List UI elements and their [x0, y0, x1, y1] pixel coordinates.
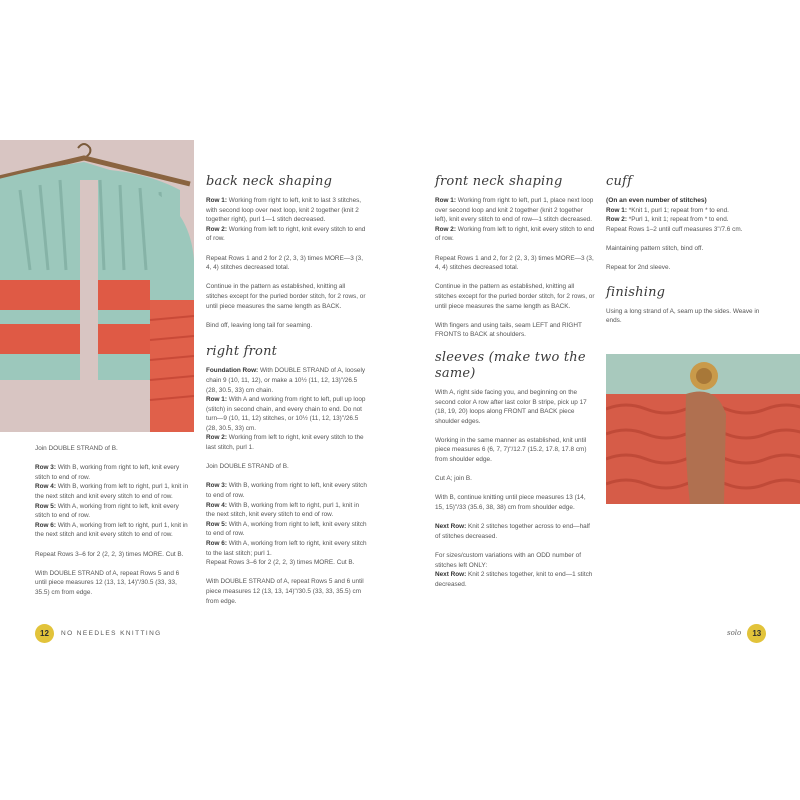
row-instruction: Row 6: With A, working from left to right, purl 1, knit in the next stitch and knit every stitch to end of row.	[35, 521, 188, 539]
rows-block	[435, 196, 595, 244]
rows-block	[206, 366, 368, 452]
row-instruction: Row 2: Working from left to right, knit every stitch to the last stitch, purl 1.	[206, 434, 364, 452]
page-number-badge: 12	[35, 624, 54, 643]
row-instruction: Row 3: With B, working from right to left, knit every stitch to end of row.	[35, 464, 180, 481]
row-instruction: Row 1: With A and working from right to left, pull up loop (stitch) in second chain, and every chain to end. Do not turn—9 (10, 11, 12) stitches, or 10½ (11, 12, 13)"/26.5 (28, 30.5, 33) cm.	[206, 396, 366, 432]
paragraph: Repeat Rows 1 and 2 for 2 (2, 3, 3) times MORE—3 (3, 4, 4) stitches decreased total.	[206, 254, 363, 272]
page-number-badge: 13	[747, 624, 766, 643]
running-head: NO NEEDLES KNITTING	[61, 629, 162, 637]
paragraph: With fingers and using tails, seam LEFT and RIGHT FRONTS to BACK at shoulders.	[435, 321, 582, 339]
paragraph: Working in the same manner as established, knit until piece measures 6 (6, 7, 7)"/12.7 (15.2, 17.8, 17.8 cm) from shoulder edge.	[435, 436, 587, 464]
right-main-column	[435, 174, 595, 599]
section-heading-finishing: finishing	[606, 284, 666, 300]
right-folio	[727, 623, 766, 643]
rows-block	[206, 481, 368, 558]
row-instruction: Row 6: With A, working from left to right, knit every stitch to the last stitch; purl 1.	[206, 540, 367, 557]
rows-block	[35, 463, 189, 540]
paragraph: Bind off, leaving long tail for seaming.	[206, 321, 313, 329]
row-instruction: Row 5: With A, working from right to left, knit every stitch to end of row.	[206, 520, 367, 538]
rows-block	[206, 196, 368, 244]
row-instruction: Row 1: *Knit 1, purl 1; repeat from * to end.	[606, 206, 729, 214]
paragraph: Continue in the pattern as established, knitting all stitches except for the purled border stitch, for 2 rows, or until piece measures the same length as BACK.	[206, 283, 366, 310]
paragraph: With A, right side facing you, and beginning on the second color A row after last color B stripe, pick up 17 (18, 19, 20) loops along FRONT and BACK piece shoulder edges.	[435, 388, 587, 425]
row-instruction: Row 5: With A, working from right to left, knit every stitch to end of row.	[35, 502, 179, 520]
paragraph: Repeat Rows 3–6 for 2 (2, 2, 3) times MORE. Cut B.	[35, 550, 184, 558]
row-instruction: Row 4: With B, working from left to right, purl 1, knit in the next stitch and knit every stitch to end of row.	[35, 483, 189, 500]
paragraph: Repeat Rows 3–6 for 2 (2, 2, 3) times MORE. Cut B.	[206, 559, 355, 567]
left-folio	[35, 623, 162, 643]
left-intro-column	[35, 444, 189, 607]
section-heading-front-neck: front neck shaping	[435, 174, 563, 189]
section-heading-back-neck: back neck shaping	[206, 174, 333, 189]
right-side-column	[606, 174, 766, 336]
section-heading-sleeves: sleeves (make two the same)	[435, 349, 586, 381]
paragraph: Maintaining pattern stitch, bind off.	[606, 244, 704, 252]
row-instruction: Row 2: *Purl 1, knit 1; repeat from * to end.	[606, 216, 729, 224]
paragraph: Continue in the pattern as established, knitting all stitches except for the purled border stitch, for 2 rows, or until piece measures the same length as BACK.	[435, 283, 595, 310]
subheading: (On an even number of stitches)	[606, 197, 707, 204]
paragraph: Join DOUBLE STRAND of B.	[35, 445, 118, 452]
row-instruction: Next Row: Knit 2 stitches together across to end—half of stitches decreased.	[435, 523, 590, 540]
paragraph: Repeat Rows 1 and 2, for 2 (2, 3, 3) times MORE—3 (3, 4, 4) stitches decreased total.	[435, 254, 594, 272]
row-instruction: Row 1: Working from right to left, knit to last 3 stitches, with second loop over next loop, knit 2 together (knit 2 together right), purl 1—1 stitch decreased.	[206, 197, 362, 224]
cuff-closeup-photo	[606, 354, 800, 504]
section-heading-right-front: right front	[206, 344, 278, 360]
rows-block	[606, 206, 766, 225]
paragraph: Cut A; join B.	[435, 475, 472, 483]
paragraph: Repeat Rows 1–2 until cuff measures 3"/7.6 cm.	[606, 225, 743, 233]
row-instruction: Foundation Row: With DOUBLE STRAND of A, loosely chain 9 (10, 11, 12), or make a 10½ (11, 12, 13)"/26.5 (28, 30.5, 33) cm chain.	[206, 367, 366, 394]
row-instruction: Next Row: Knit 2 stitches together, knit to end—1 stitch decreased.	[435, 571, 593, 588]
paragraph: Join DOUBLE STRAND of B.	[206, 463, 289, 471]
running-head: solo	[727, 629, 742, 637]
paragraph: With B, continue knitting until piece measures 13 (14, 15, 15)"/33 (35.6, 38, 38) cm from shoulder edge.	[435, 494, 586, 512]
left-main-column	[206, 174, 368, 616]
paragraph: Using a long strand of A, seam up the sides. Weave in ends.	[606, 307, 760, 325]
paragraph: For sizes/custom variations with an ODD number of stitches left ONLY:	[435, 552, 581, 569]
row-instruction: Row 3: With B, working from right to left, knit every stitch to end of row.	[206, 482, 367, 500]
paragraph: Repeat for 2nd sleeve.	[606, 264, 671, 272]
paragraph: With DOUBLE STRAND of A, repeat Rows 5 and 6 until piece measures 12 (13, 13, 14)"/30.5 (33, 33, 35.5) cm from edge.	[206, 578, 364, 605]
row-instruction: Row 1: Working from right to left, purl 1, place next loop over second loop and knit 2 together (knit 2 together left), knit every stitch to end of row—1 stitch decreased.	[435, 197, 594, 224]
row-instruction: Row 2: Working from left to right, knit every stitch to end of row.	[435, 225, 595, 243]
paragraph: With DOUBLE STRAND of A, repeat Rows 5 and 6 until piece measures 12 (13, 13, 14)"/30.5 (33, 33, 35.5) cm from edge.	[35, 569, 180, 596]
row-instruction: Row 4: With B, working from left to right, purl 1, knit in the next stitch, knit every stitch to end of row.	[206, 501, 360, 519]
cardigan-photo	[0, 140, 194, 432]
row-instruction: Row 2: Working from left to right, knit every stitch to end of row.	[206, 225, 366, 243]
section-heading-cuff: cuff	[606, 174, 633, 189]
